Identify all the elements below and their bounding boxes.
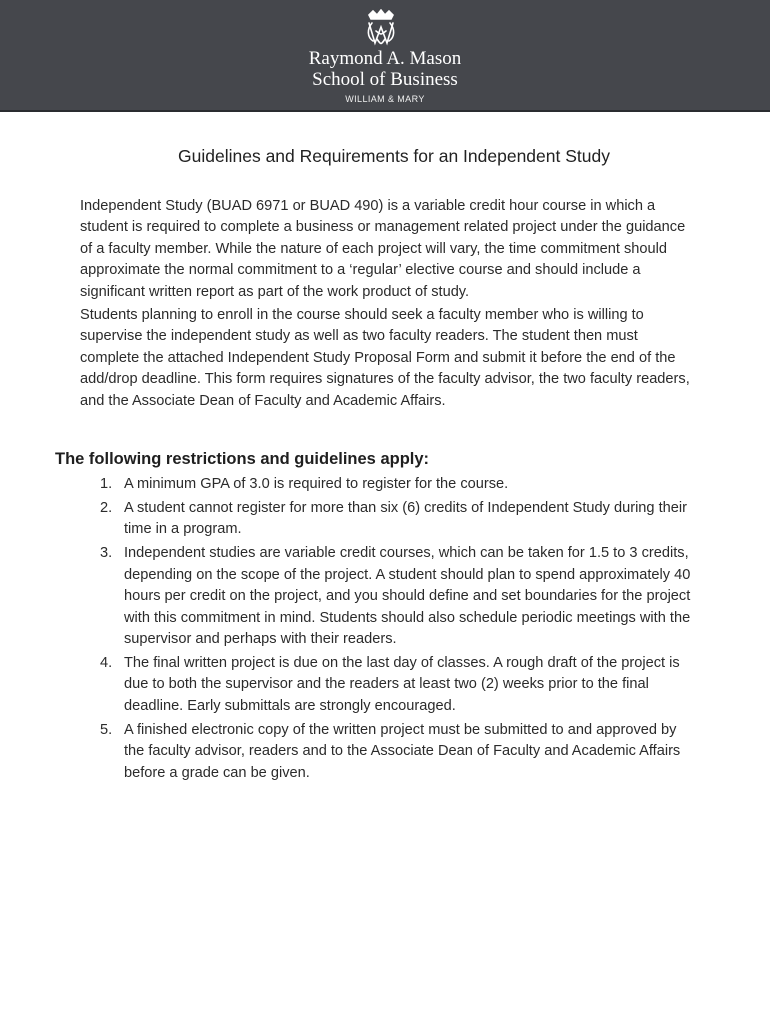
restriction-item — [100, 653, 696, 717]
school-name-line1: Raymond A. Mason — [308, 48, 462, 69]
restriction-text: A minimum GPA of 3.0 is required to register for the course. — [124, 476, 509, 492]
restriction-item — [100, 543, 696, 650]
restriction-text: Independent studies are variable credit courses, which can be taken for 1.5 to 3 credits, depending on the scope of the project. A student should plan to spend approximately 40 hours per credit on the project, and you should define and set boundaries for the project with this commitment in mind. Students should also schedule periodic meetings with the supervisor and perhaps with their readers. — [124, 545, 691, 648]
enrollment-paragraph: Students planning to enroll in the course should seek a faculty member who is willing to supervise the independent study as well as two faculty readers. The student then must complete the attached Independent Study Proposal Form and submit it before the end of the add/drop deadline. This form requires signatures of the faculty advisor, the two faculty readers, and the Associate Dean of Faculty and Academic Affairs. — [80, 307, 690, 409]
restriction-text: The final written project is due on the last day of classes. A rough draft of the project is due to both the supervisor and the readers at least two (2) weeks prior to the final deadline. Early submittals are strongly encouraged. — [124, 655, 680, 714]
intro-paragraph: Independent Study (BUAD 6971 or BUAD 490) is a variable credit hour course in which a student is required to complete a business or management related project under the guidance of a faculty member. While the nature of each project will vary, the time commitment should approximate the normal commitment to a ‘regular’ elective course and should include a significant written report as part of the work product of study. — [80, 198, 686, 300]
cypher-crest-icon — [363, 9, 399, 47]
restriction-item — [100, 474, 696, 495]
school-name-line2: School of Business — [312, 69, 458, 90]
school-header-banner — [0, 0, 770, 112]
restriction-text: A student cannot register for more than six (6) credits of Independent Study during their time in a program. — [124, 500, 687, 538]
document-title: Guidelines and Requirements for an Independent Study — [178, 146, 610, 166]
restriction-number: 1. — [100, 476, 113, 492]
restriction-item — [100, 720, 696, 784]
restriction-number: 2. — [100, 500, 113, 516]
restriction-item — [100, 498, 696, 541]
restrictions-list — [100, 474, 696, 787]
restriction-number: 4. — [100, 655, 113, 672]
restriction-number: 3. — [100, 545, 113, 562]
restriction-number: 5. — [100, 721, 113, 738]
university-name: WILLIAM & MARY — [345, 94, 425, 104]
restrictions-heading: The following restrictions and guidelines apply: — [55, 450, 430, 468]
restriction-text: A finished electronic copy of the written project must be submitted to and approved by the faculty advisor, readers and to the Associate Dean of Faculty and Academic Affairs before a grade can be given. — [124, 721, 681, 781]
